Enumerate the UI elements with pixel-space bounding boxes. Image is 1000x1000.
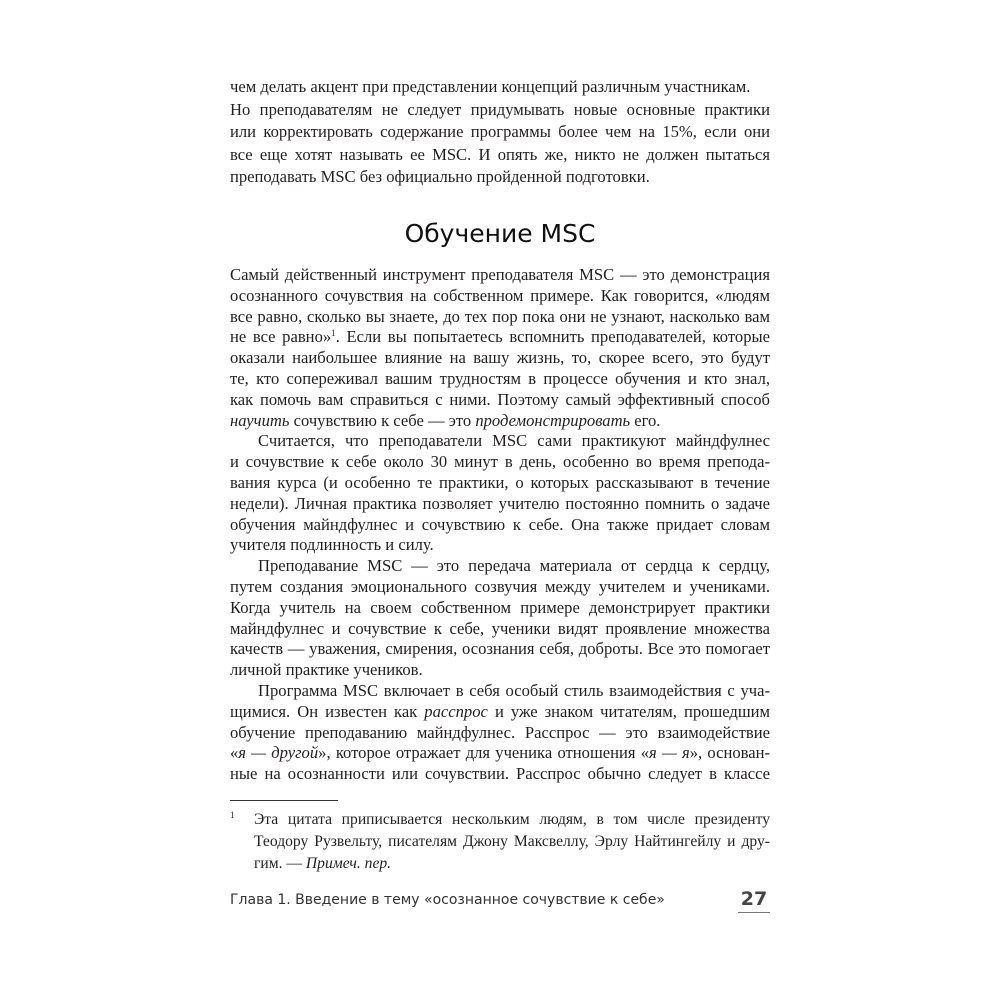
- text-run: учителя подлинность и силу.: [230, 535, 434, 555]
- page-number: 27: [738, 888, 770, 913]
- text-line: [230, 831, 770, 853]
- text-line: [230, 494, 770, 515]
- text-run: майндфулнес и сочувствие к себе, ученики видят проявление множества: [230, 618, 770, 638]
- text-run: чем делать акцент при представлении концепций различным участникам.: [230, 77, 751, 96]
- text-run: обучение преподаванию майндфулнес. Расспрос — это взаимодействие: [230, 722, 770, 742]
- text-run: Самый действенный инструмент преподавателя MSC — это демонстрация: [230, 265, 770, 284]
- italic-text: научить: [230, 410, 290, 430]
- footnote-reference: 1: [331, 328, 336, 339]
- text-run: гим. —: [254, 855, 306, 872]
- text-line: [230, 99, 770, 122]
- text-line: [230, 681, 770, 702]
- text-run: сочувствию к себе — это: [289, 410, 476, 430]
- italic-text: Примеч. пер.: [305, 855, 392, 872]
- section-heading: Обучение MSC: [404, 219, 596, 248]
- italic-text: я — я: [649, 743, 690, 763]
- text-line: [230, 144, 770, 167]
- text-line: [230, 619, 770, 640]
- text-run: те, кто сопереживал вашим трудностям в процессе обучения и кто знал,: [230, 368, 770, 388]
- text-line: [230, 166, 770, 189]
- footnote-mark: 1: [230, 810, 235, 820]
- text-run: и сочувствие к себе около 30 минут в день, особенно во время препода-: [230, 452, 770, 472]
- italic-text: я — другой: [238, 743, 319, 763]
- text-run: недели). Личная практика позволяет учителю постоянно помнить о задаче: [230, 493, 770, 513]
- text-run: не все равно»: [230, 327, 332, 347]
- text-line: [230, 431, 770, 452]
- text-run: Но преподавателям не следует придумывать новые основные практики: [230, 99, 770, 119]
- text-line: [230, 743, 770, 764]
- text-run: Программа MSC включает в себя особый стиль взаимодействия с уча-: [258, 680, 770, 700]
- text-run: все еще хотят называть ее MSC. И опять же, никто не должен пытаться: [230, 144, 770, 164]
- text-run: преподавать MSC без официально пройденной подготовки.: [230, 167, 650, 187]
- text-line: [230, 286, 770, 307]
- text-run: ные на осознанности или сочувствии. Расспрос обычно следует в классе: [230, 764, 770, 784]
- text-line: [230, 660, 770, 681]
- text-run: качеств — уважения, смирения, осознания себя, доброты. Все это помогает: [230, 639, 770, 659]
- text-run: », которое отражает для ученика отношения «: [318, 743, 650, 763]
- text-run: », основан-: [689, 743, 771, 763]
- text-run: вания курса (и особенно те практики, о которых рассказывают в течение: [230, 472, 770, 492]
- italic-text: продемонстрировать: [475, 410, 631, 430]
- text-line: [230, 639, 770, 660]
- text-run: Преподавание MSC — это передача материала от сердца к сердцу,: [258, 556, 770, 576]
- text-run: «: [230, 743, 239, 763]
- text-line: [230, 577, 770, 598]
- text-line: [230, 369, 770, 390]
- text-line: [230, 348, 770, 369]
- text-line: [230, 452, 770, 473]
- text-line: [230, 307, 770, 328]
- text-run: оказали наибольшее влияние на вашу жизнь, то, скорее всего, это будут: [230, 348, 770, 368]
- text-line: [230, 535, 770, 556]
- text-run: Когда учитель на своем собственном примере демонстрирует практики: [230, 597, 770, 617]
- text-run: . Если вы попытаетесь вспомнить преподавателей, которые: [335, 327, 771, 347]
- text-line: [230, 473, 770, 494]
- text-line: [230, 556, 770, 577]
- text-line: [230, 853, 770, 875]
- text-run: путем создания эмоционального созвучия между учителем и учениками.: [230, 576, 770, 596]
- text-run: щимися. Он известен как: [230, 701, 425, 721]
- text-run: личной практике учеников.: [230, 660, 423, 680]
- italic-text: расспрос: [424, 701, 488, 721]
- text-run: его.: [630, 410, 661, 430]
- text-line: [230, 598, 770, 619]
- footnote: [230, 809, 770, 875]
- text-run: или корректировать содержание программы более чем на 15%, если они: [230, 122, 770, 142]
- text-line: [230, 390, 770, 411]
- text-line: [230, 723, 770, 744]
- text-line: [230, 327, 770, 348]
- text-line: [230, 121, 770, 144]
- section-body: [230, 265, 770, 785]
- text-line: [230, 265, 770, 286]
- text-run: и уже знаком читателям, прошедшим: [487, 701, 770, 721]
- text-line: [230, 76, 770, 99]
- text-line: [230, 411, 770, 432]
- text-run: как помочь вам справиться с ними. Поэтому самый эффективный способ: [230, 389, 770, 409]
- text-run: Теодору Рузвельту, писателям Джону Максвеллу, Эрлу Найтингейлу и дру-: [254, 833, 770, 850]
- text-line: [230, 702, 770, 723]
- text-run: все равно, сколько вы знаете, до тех пор пока они не узнают, насколько вам: [230, 306, 770, 326]
- text-line: [230, 515, 770, 536]
- text-line: [230, 809, 770, 831]
- footnote-divider: [230, 800, 338, 801]
- text-run: осознанного сочувствия на собственном примере. Как говорится, «людям: [230, 285, 770, 305]
- text-run: Считается, что преподаватели MSC сами практикуют майндфулнес: [258, 431, 770, 451]
- text-line: [230, 764, 770, 785]
- text-run: обучения майндфулнес и сочувствию к себе. Она также придает словам: [230, 514, 770, 534]
- text-run: Эта цитата приписывается нескольким людям, в том числе президенту: [254, 811, 770, 828]
- preceding-paragraph: [230, 76, 770, 189]
- running-footer: Глава 1. Введение в тему «осознанное сочувствие к себе»: [230, 892, 665, 908]
